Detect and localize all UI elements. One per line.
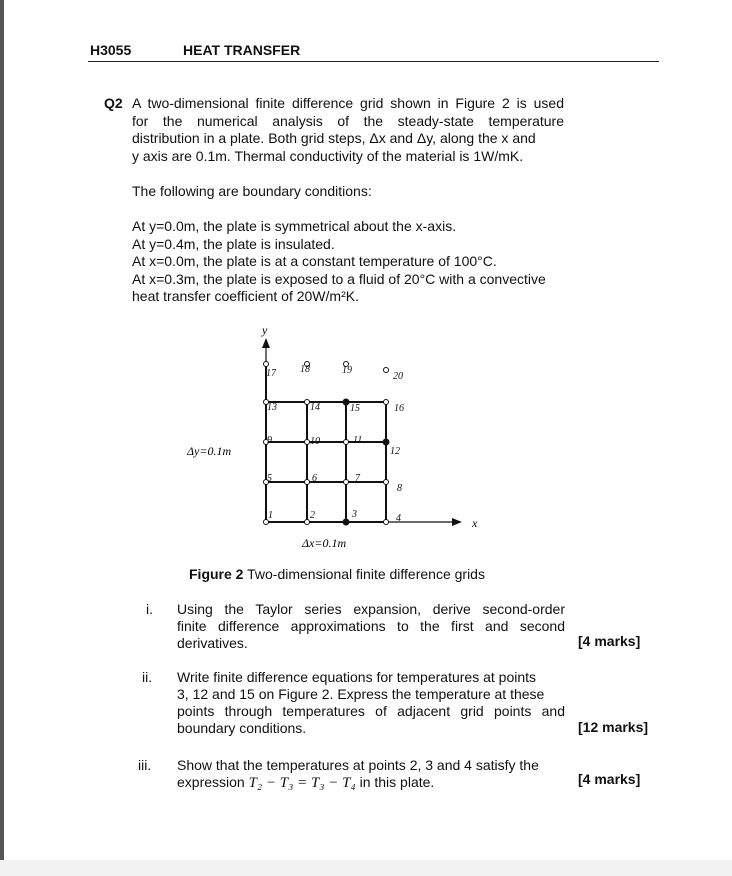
part-line: derivatives. [177, 635, 248, 651]
part-line: boundary conditions. [177, 720, 307, 736]
node-point [384, 368, 389, 373]
part-i-marks: [4 marks] [578, 633, 641, 649]
intro-line: y axis are 0.1m. Thermal conductivity of the material is 1W/mK. [132, 147, 524, 164]
node-label: 20 [393, 371, 403, 382]
node-label: 18 [300, 364, 310, 375]
figure-caption [189, 566, 485, 582]
bc-line: At y=0.4m, the plate is insulated. [132, 235, 335, 252]
part-line: Show that the temperatures at points 2, 3 and 4 satisfy the [177, 757, 539, 773]
figure-caption-label: Figure 2 [189, 566, 244, 582]
finite-difference-grid-figure [150, 318, 500, 558]
grid-lines [266, 364, 386, 522]
node-point [305, 440, 310, 445]
part-line: 3, 12 and 15 on Figure 2. Express the temperature at these [177, 686, 545, 702]
part-line: finite difference approximations to the first and second [177, 618, 565, 634]
math-expression: T₂ − T₃ = T₃ − T₄ [248, 775, 356, 791]
node-label: 10 [310, 436, 320, 447]
highlighted-nodes [343, 399, 390, 526]
expr-suffix: in this plate. [355, 774, 435, 790]
bc-line: At x=0.3m, the plate is exposed to a fluid of 20°C with a convective [132, 270, 546, 287]
node-label: 19 [342, 365, 352, 376]
node-point [384, 520, 389, 525]
course-title: HEAT TRANSFER [183, 42, 301, 58]
question-intro [132, 95, 564, 165]
part-ii-marks: [12 marks] [578, 719, 649, 735]
part-i-numeral: i. [146, 601, 153, 617]
dy-label: Δy=0.1m [187, 444, 232, 458]
intro-line: for the numerical analysis of the steady-state temperature [132, 112, 564, 129]
node-point [344, 480, 349, 485]
boundary-conditions [132, 218, 564, 306]
bc-line: heat transfer coefficient of 20W/m²K. [132, 288, 359, 305]
part-ii-text [177, 669, 565, 737]
page-left-edge [0, 0, 4, 876]
figure-caption-text: Two-dimensional finite difference grids [243, 566, 485, 582]
node-label: 4 [396, 513, 401, 524]
node-label: 16 [394, 403, 404, 414]
node-label: 9 [267, 435, 272, 446]
node-label: 17 [266, 368, 276, 379]
node-label: 6 [312, 473, 317, 484]
node-label: 1 [268, 510, 273, 521]
bc-line: At y=0.0m, the plate is symmetrical about the x-axis. [132, 218, 457, 234]
node-label: 3 [352, 509, 357, 520]
node-point [384, 400, 389, 405]
node-point [384, 480, 389, 485]
expr-prefix: expression [177, 774, 249, 790]
x-axis-label: x [472, 516, 478, 530]
bc-line: At x=0.0m, the plate is at a constant temperature of 100°C. [132, 253, 497, 270]
axes [266, 342, 454, 522]
y-axis-arrowhead [262, 338, 270, 348]
node-label: 11 [353, 435, 363, 446]
question-number: Q2 [104, 95, 123, 111]
node-label: 8 [397, 483, 402, 494]
part-line: points through temperatures of adjacent grid points and [177, 703, 565, 719]
node-label: 5 [267, 473, 272, 484]
part-i-text [177, 601, 565, 652]
page-bottom-edge [0, 860, 732, 876]
y-axis-label: y [262, 323, 268, 337]
part-line: Write finite difference equations for temperatures at points [177, 669, 537, 685]
part-iii-marks: [4 marks] [578, 771, 641, 787]
node-point [264, 362, 269, 367]
node-point-12 [383, 439, 390, 446]
part-ii-numeral: ii. [142, 669, 153, 685]
node-point-15 [343, 399, 350, 406]
bc-intro: The following are boundary conditions: [132, 183, 372, 199]
node-label: 2 [310, 510, 315, 521]
intro-line: A two-dimensional finite difference grid shown in Figure 2 is used [132, 95, 564, 111]
intro-line: distribution in a plate. Both grid steps, Δx and Δy, along the x and [132, 130, 536, 147]
node-point [305, 520, 310, 525]
part-iii-numeral: iii. [138, 757, 152, 773]
node-label: 13 [267, 402, 277, 413]
x-axis-arrowhead [452, 518, 462, 526]
node-point [305, 400, 310, 405]
part-line: Using the Taylor series expansion, derive second-order [177, 601, 565, 617]
node-label: 7 [355, 473, 360, 484]
node-point-3 [343, 519, 350, 526]
node-label: 12 [390, 446, 400, 457]
part-line-expression [177, 774, 565, 792]
header-rule [88, 61, 659, 62]
node-label: 14 [310, 402, 320, 413]
part-iii-text [177, 757, 565, 792]
node-point [305, 480, 310, 485]
dx-label: Δx=0.1m [302, 536, 347, 550]
node-label: 15 [350, 403, 360, 414]
node-point [344, 440, 349, 445]
course-code: H3055 [90, 42, 132, 58]
